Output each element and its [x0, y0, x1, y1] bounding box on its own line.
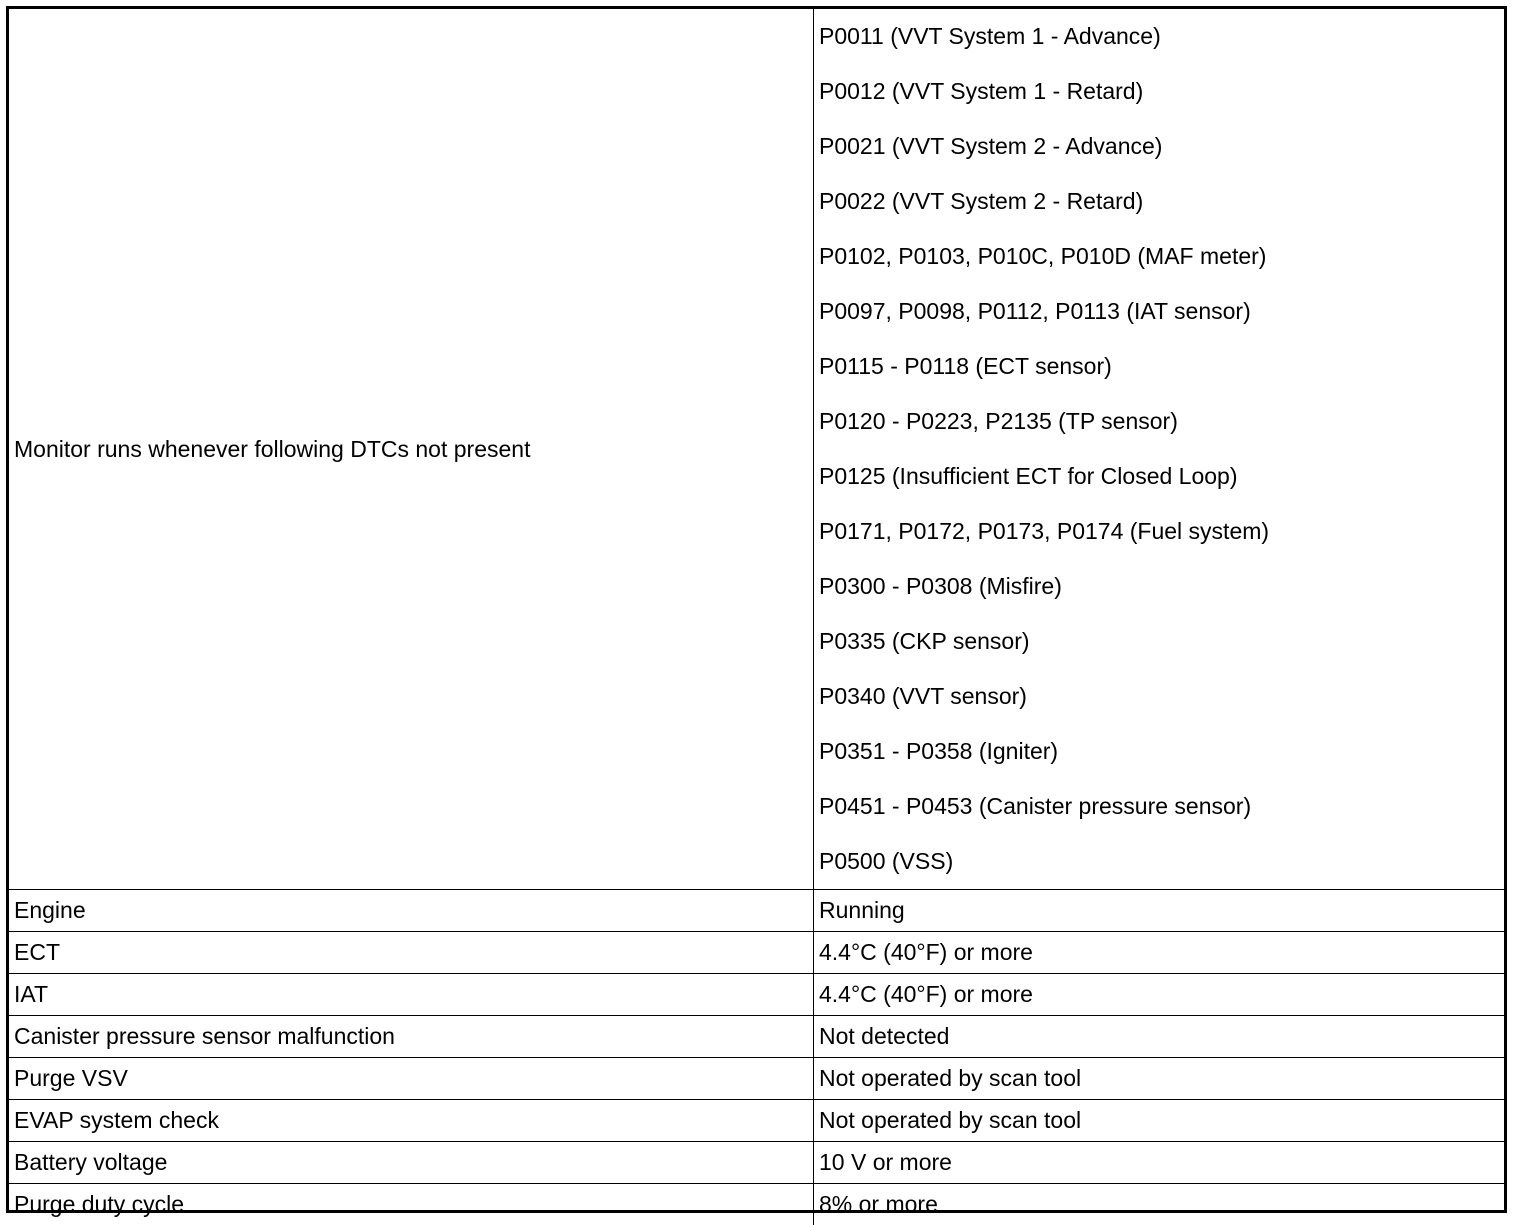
- condition-cell: 4.4°C (40°F) or more: [814, 932, 1505, 974]
- dtc-code-item: P0097, P0098, P0112, P0113 (IAT sensor): [819, 284, 1504, 339]
- dtc-code-item: P0102, P0103, P010C, P010D (MAF meter): [819, 229, 1504, 284]
- table-row: [9, 974, 1504, 1016]
- condition-cell: Not detected: [814, 1016, 1505, 1058]
- monitor-conditions-table: [9, 9, 1504, 1225]
- dtc-code-item: P0022 (VVT System 2 - Retard): [819, 174, 1504, 229]
- condition-cell: Not operated by scan tool: [814, 1100, 1505, 1142]
- condition-cell: Not operated by scan tool: [814, 1058, 1505, 1100]
- dtc-code-item: P0115 - P0118 (ECT sensor): [819, 339, 1504, 394]
- item-cell: Purge duty cycle: [9, 1184, 814, 1225]
- dtc-code-item: P0300 - P0308 (Misfire): [819, 559, 1504, 614]
- dtc-code-item: P0171, P0172, P0173, P0174 (Fuel system): [819, 504, 1504, 559]
- dtc-condition-label: Monitor runs whenever following DTCs not present: [9, 9, 814, 890]
- monitor-conditions-table-frame: [6, 6, 1507, 1213]
- item-cell: Purge VSV: [9, 1058, 814, 1100]
- dtc-code-list: [819, 9, 1504, 889]
- item-cell: EVAP system check: [9, 1100, 814, 1142]
- table-row: [9, 1058, 1504, 1100]
- dtc-exclusion-row: [9, 9, 1504, 890]
- table-row: [9, 890, 1504, 932]
- dtc-code-item: P0351 - P0358 (Igniter): [819, 724, 1504, 779]
- table-row: [9, 1184, 1504, 1225]
- dtc-code-item: P0021 (VVT System 2 - Advance): [819, 119, 1504, 174]
- dtc-code-item: P0120 - P0223, P2135 (TP sensor): [819, 394, 1504, 449]
- dtc-code-item: P0500 (VSS): [819, 834, 1504, 889]
- item-cell: Engine: [9, 890, 814, 932]
- table-row: [9, 1100, 1504, 1142]
- condition-cell: 4.4°C (40°F) or more: [814, 974, 1505, 1016]
- item-cell: Battery voltage: [9, 1142, 814, 1184]
- dtc-code-item: P0335 (CKP sensor): [819, 614, 1504, 669]
- condition-cell: Running: [814, 890, 1505, 932]
- item-cell: ECT: [9, 932, 814, 974]
- item-cell: Canister pressure sensor malfunction: [9, 1016, 814, 1058]
- table-row: [9, 932, 1504, 974]
- condition-cell: 8% or more: [814, 1184, 1505, 1225]
- table-row: [9, 1016, 1504, 1058]
- dtc-codes-cell: [814, 9, 1505, 890]
- item-cell: IAT: [9, 974, 814, 1016]
- dtc-code-item: P0012 (VVT System 1 - Retard): [819, 64, 1504, 119]
- table-row: [9, 1142, 1504, 1184]
- condition-cell: 10 V or more: [814, 1142, 1505, 1184]
- dtc-code-item: P0125 (Insufficient ECT for Closed Loop): [819, 449, 1504, 504]
- dtc-code-item: P0011 (VVT System 1 - Advance): [819, 9, 1504, 64]
- dtc-code-item: P0451 - P0453 (Canister pressure sensor): [819, 779, 1504, 834]
- dtc-code-item: P0340 (VVT sensor): [819, 669, 1504, 724]
